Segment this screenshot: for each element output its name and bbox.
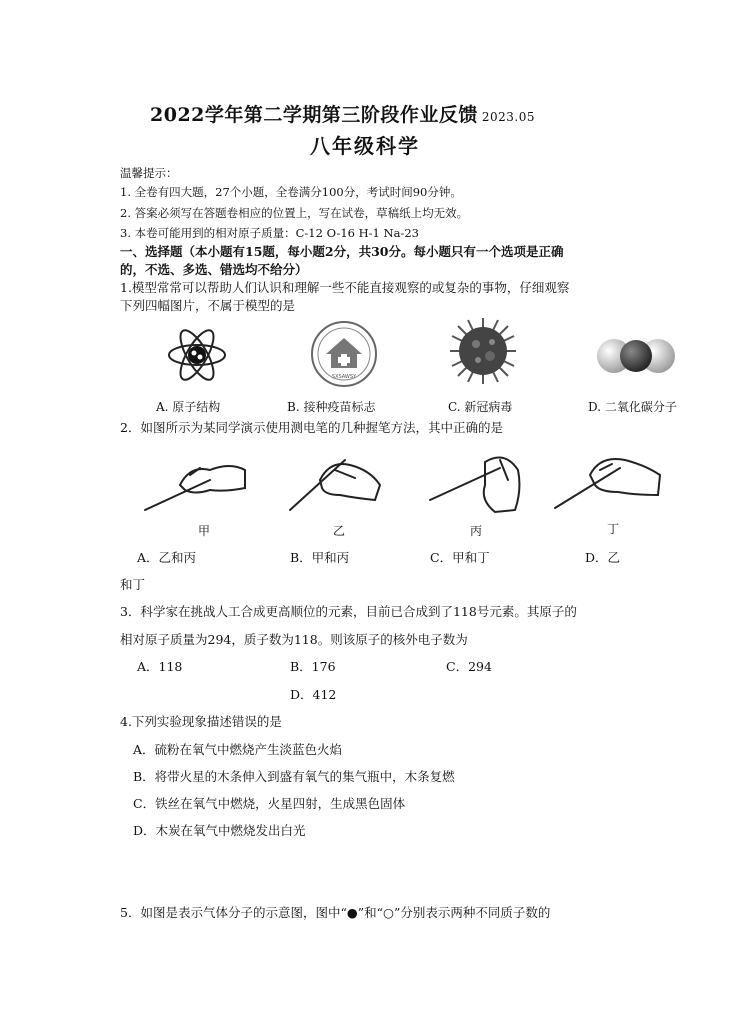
section-heading-cont: 的，不选、多选、错选均不给分）	[120, 262, 308, 277]
q1-option-c[interactable]: C. 新冠病毒	[448, 400, 513, 414]
page-title	[150, 100, 535, 127]
q3-option-d[interactable]: D．412	[290, 687, 337, 702]
q4-option-a[interactable]: A．硫粉在氧气中燃烧产生淡蓝色火焰	[133, 742, 343, 757]
q4-option-d[interactable]: D．木炭在氧气中燃烧发出白光	[133, 823, 306, 838]
tip-item: 3. 本卷可能用到的相对原子质量：C-12 O-16 H-1 Na-23	[120, 226, 419, 240]
page-subtitle: 八年级科学	[310, 134, 420, 158]
q2-option-d-wrap: 和丁	[120, 577, 146, 592]
q1-option-b[interactable]: B. 接种疫苗标志	[287, 400, 376, 414]
figure-label-yi: 乙	[333, 524, 346, 538]
q2-option-d[interactable]: D．乙	[585, 550, 621, 565]
title-date: 2023.05	[481, 110, 536, 124]
q3-option-a[interactable]: A．118	[137, 659, 183, 674]
tips-label: 温馨提示：	[120, 166, 178, 180]
tip-item: 2. 答案必须写在答题卷相应的位置上，写在试卷，草稿纸上均无效。	[120, 206, 469, 220]
q3-option-c[interactable]: C．294	[446, 659, 492, 674]
section-heading: 一、选择题（本小题有15题，每小题2分，共30分。每小题只有一个选项是正确	[120, 244, 564, 259]
figure-label-jia: 甲	[198, 524, 211, 538]
q3-stem-cont: 相对原子质量为294，质子数为118。则该原子的核外电子数为	[120, 632, 468, 647]
q3-option-b[interactable]: B．176	[290, 659, 336, 674]
q3-stem: 3．科学家在挑战人工合成更高顺位的元素，目前已合成到了118号元素。其原子的	[120, 604, 577, 619]
q1-option-a[interactable]: A. 原子结构	[156, 400, 221, 414]
test-pen-grip-figure	[130, 440, 670, 540]
q4-stem: 4.下列实验现象描述错误的是	[120, 714, 282, 729]
atom-structure-image	[165, 320, 230, 390]
q5-stem: 5．如图是表示气体分子的示意图，图中“●”和“○”分别表示两种不同质子数的	[120, 905, 551, 920]
title-text: 2022学年第二学期第三阶段作业反馈	[150, 104, 478, 126]
q1-option-d[interactable]: D. 二氧化碳分子	[588, 400, 677, 414]
q2-option-a[interactable]: A．乙和丙	[137, 550, 197, 565]
badge-text: SXSAWSY	[331, 374, 357, 380]
q2-option-b[interactable]: B．甲和丙	[290, 550, 350, 565]
vaccine-badge-image	[310, 320, 378, 388]
q4-option-b[interactable]: B．将带火星的木条伸入到盛有氧气的集气瓶中，木条复燃	[133, 769, 455, 784]
q2-option-c[interactable]: C．甲和丁	[430, 550, 490, 565]
figure-label-bing: 丙	[470, 524, 483, 538]
q1-stem: 1.模型常常可以帮助人们认识和理解一些不能直接观察的或复杂的事物，仔细观察	[120, 280, 570, 295]
coronavirus-image	[448, 316, 518, 386]
q1-stem-cont: 下列四幅图片，不属于模型的是	[120, 298, 296, 313]
co2-molecule-image	[596, 335, 676, 377]
tip-item: 1. 全卷有四大题，27个小题，全卷满分100分，考试时间90分钟。	[120, 185, 462, 199]
figure-label-ding: 丁	[607, 522, 620, 536]
q4-option-c[interactable]: C．铁丝在氧气中燃烧，火星四射，生成黑色固体	[133, 796, 406, 811]
q2-stem: 2．如图所示为某同学演示使用测电笔的几种握笔方法，其中正确的是	[120, 420, 503, 435]
